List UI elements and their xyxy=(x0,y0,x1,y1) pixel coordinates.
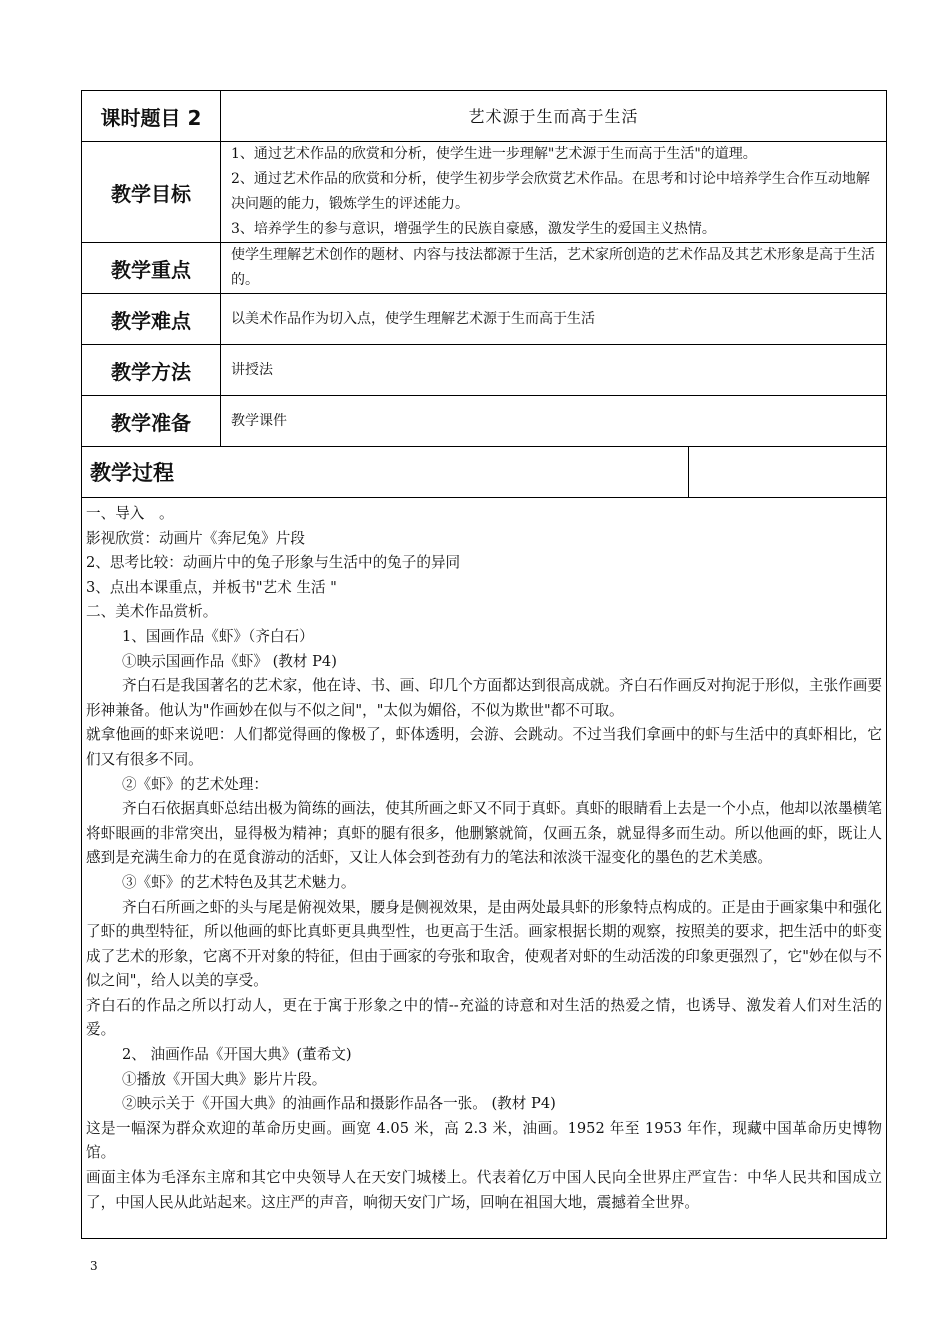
preparation-value xyxy=(221,396,886,446)
key-points-text: 使学生理解艺术创作的题材、内容与技法都源于生活，艺术家所创造的艺术作品及其艺术形象是高于生活的。 xyxy=(231,247,875,288)
method-text: 讲授法 xyxy=(231,361,273,378)
row-label-preparation: 教学准备 xyxy=(82,396,221,446)
process-paragraph: ①映示国画作品《虾》 (教材 P4) xyxy=(122,652,337,670)
process-paragraph: 这是一幅深为群众欢迎的革命历史画。画宽 4.05 米，高 2.3 米，油画。1952 年至 1953 年作，现藏中国革命历史博物馆。 xyxy=(86,1119,882,1162)
goal-line: 3、培养学生的参与意识，增强学生的民族自豪感，激发学生的爱国主义热情。 xyxy=(231,221,716,237)
process-paragraph: 二、美术作品赏析。 xyxy=(86,603,218,621)
row-label-key-points: 教学重点 xyxy=(82,243,221,293)
table-row xyxy=(81,90,887,141)
preparation-text: 教学课件 xyxy=(231,412,287,429)
key-points-value xyxy=(221,243,886,293)
table-row xyxy=(81,395,887,446)
process-paragraph: ①播放《开国大典》影片片段。 xyxy=(122,1070,327,1088)
table-row xyxy=(81,293,887,344)
process-paragraph: 齐白石是我国著名的艺术家，他在诗、书、画、印几个方面都达到很高成就。齐白石作画反对拘泥于形似，主张作画要形神兼备。他认为"作画妙在似与不似之间"，"太似为媚俗，不似为欺世"都不可取。 xyxy=(86,677,882,719)
lesson-plan-table xyxy=(81,90,887,1239)
row-label-goals: 教学目标 xyxy=(82,142,221,242)
process-paragraph: 2、思考比较：动画片中的兔子形象与生活中的兔子的异同 xyxy=(86,554,461,572)
table-row xyxy=(81,344,887,395)
difficulty-text: 以美术作品作为切入点，使学生理解艺术源于生而高于生活 xyxy=(231,310,595,327)
process-paragraph: 一、导入 。 xyxy=(86,505,174,522)
page-number: 3 xyxy=(90,1259,98,1273)
process-paragraph: ②映示关于《开国大典》的油画作品和摄影作品各一张。 (教材 P4) xyxy=(122,1095,556,1113)
topic-value xyxy=(221,91,886,141)
process-paragraph: 1、国画作品《虾》（齐白石） xyxy=(122,627,314,645)
table-row xyxy=(81,141,887,242)
process-paragraph: 2、 油画作品《开国大典》(董希文) xyxy=(122,1046,352,1064)
process-header-row xyxy=(81,446,887,497)
process-paragraph: 齐白石依据真虾总结出极为简练的画法，使其所画之虾又不同于真虾。真虾的眼睛看上去是一个小点，他却以浓墨横笔将虾眼画的非常突出，显得极为精神；真虾的腿有很多，他删繁就简，仅画五条，就显得多而生动。所以他画的虾，既让人感到是充满生命力的在觅食游动的活虾，又让人体会到苍劲有力的笔法和浓淡干湿变化的墨色的艺术美感。 xyxy=(86,800,882,867)
process-label: 教学过程 xyxy=(82,447,689,497)
goal-line: 1、通过艺术作品的欣赏和分析，使学生进一步理解"艺术源于生而高于生活"的道理。 xyxy=(231,146,757,162)
method-value xyxy=(221,345,886,395)
row-label-topic: 课时题目 2 xyxy=(82,91,221,141)
process-paragraph: ②《虾》的艺术处理： xyxy=(122,775,268,793)
goals-value xyxy=(221,142,886,242)
difficulty-value xyxy=(221,294,886,344)
process-paragraph: 就拿他画的虾来说吧：人们都觉得画的像极了，虾体透明，会游、会跳动。不过当我们拿画中的虾与生活中的真虾相比，它们又有很多不同。 xyxy=(86,726,882,768)
row-label-method: 教学方法 xyxy=(82,345,221,395)
topic-text: 艺术源于生而高于生活 xyxy=(468,106,639,126)
table-row xyxy=(81,242,887,293)
process-empty-cell xyxy=(689,447,886,497)
process-paragraph: 画面主体为毛泽东主席和其它中央领导人在天安门城楼上。代表着亿万中国人民向全世界庄严宣告：中华人民共和国成立了，中国人民从此站起来。这庄严的声音，响彻天安门广场，回响在祖国大地，震撼着全世界。 xyxy=(86,1169,882,1211)
process-paragraph: 齐白石所画之虾的头与尾是俯视效果，腰身是侧视效果，是由两处最具虾的形象特点构成的。正是由于画家集中和强化了虾的典型特征，所以他画的虾比真虾更具典型性，也更高于生活。画家根据长期的观察，按照美的要求，把生活中的虾变成了艺术的形象，它离不开对象的特征，但由于画家的夸张和取舍，使观者对虾的生动活泼的印象更强烈了，它"妙在似与不似之间"，给人以美的享受。 xyxy=(86,898,882,990)
process-paragraph: 齐白石的作品之所以打动人，更在于寓于形象之中的情--充溢的诗意和对生活的热爱之情，也诱导、激发着人们对生活的爱。 xyxy=(86,996,882,1039)
process-paragraph: 3、点出本课重点，并板书"艺术 生活 " xyxy=(86,578,337,596)
process-paragraph: 影视欣赏：动画片《奔尼兔》片段 xyxy=(86,529,305,547)
process-paragraph: ③《虾》的艺术特色及其艺术魅力。 xyxy=(122,873,356,891)
row-label-difficulty: 教学难点 xyxy=(82,294,221,344)
goal-line: 2、通过艺术作品的欣赏和分析，使学生初步学会欣赏艺术作品。在思考和讨论中培养学生合作互动地解决问题的能力，锻炼学生的评述能力。 xyxy=(231,171,870,212)
process-body xyxy=(81,497,887,1239)
